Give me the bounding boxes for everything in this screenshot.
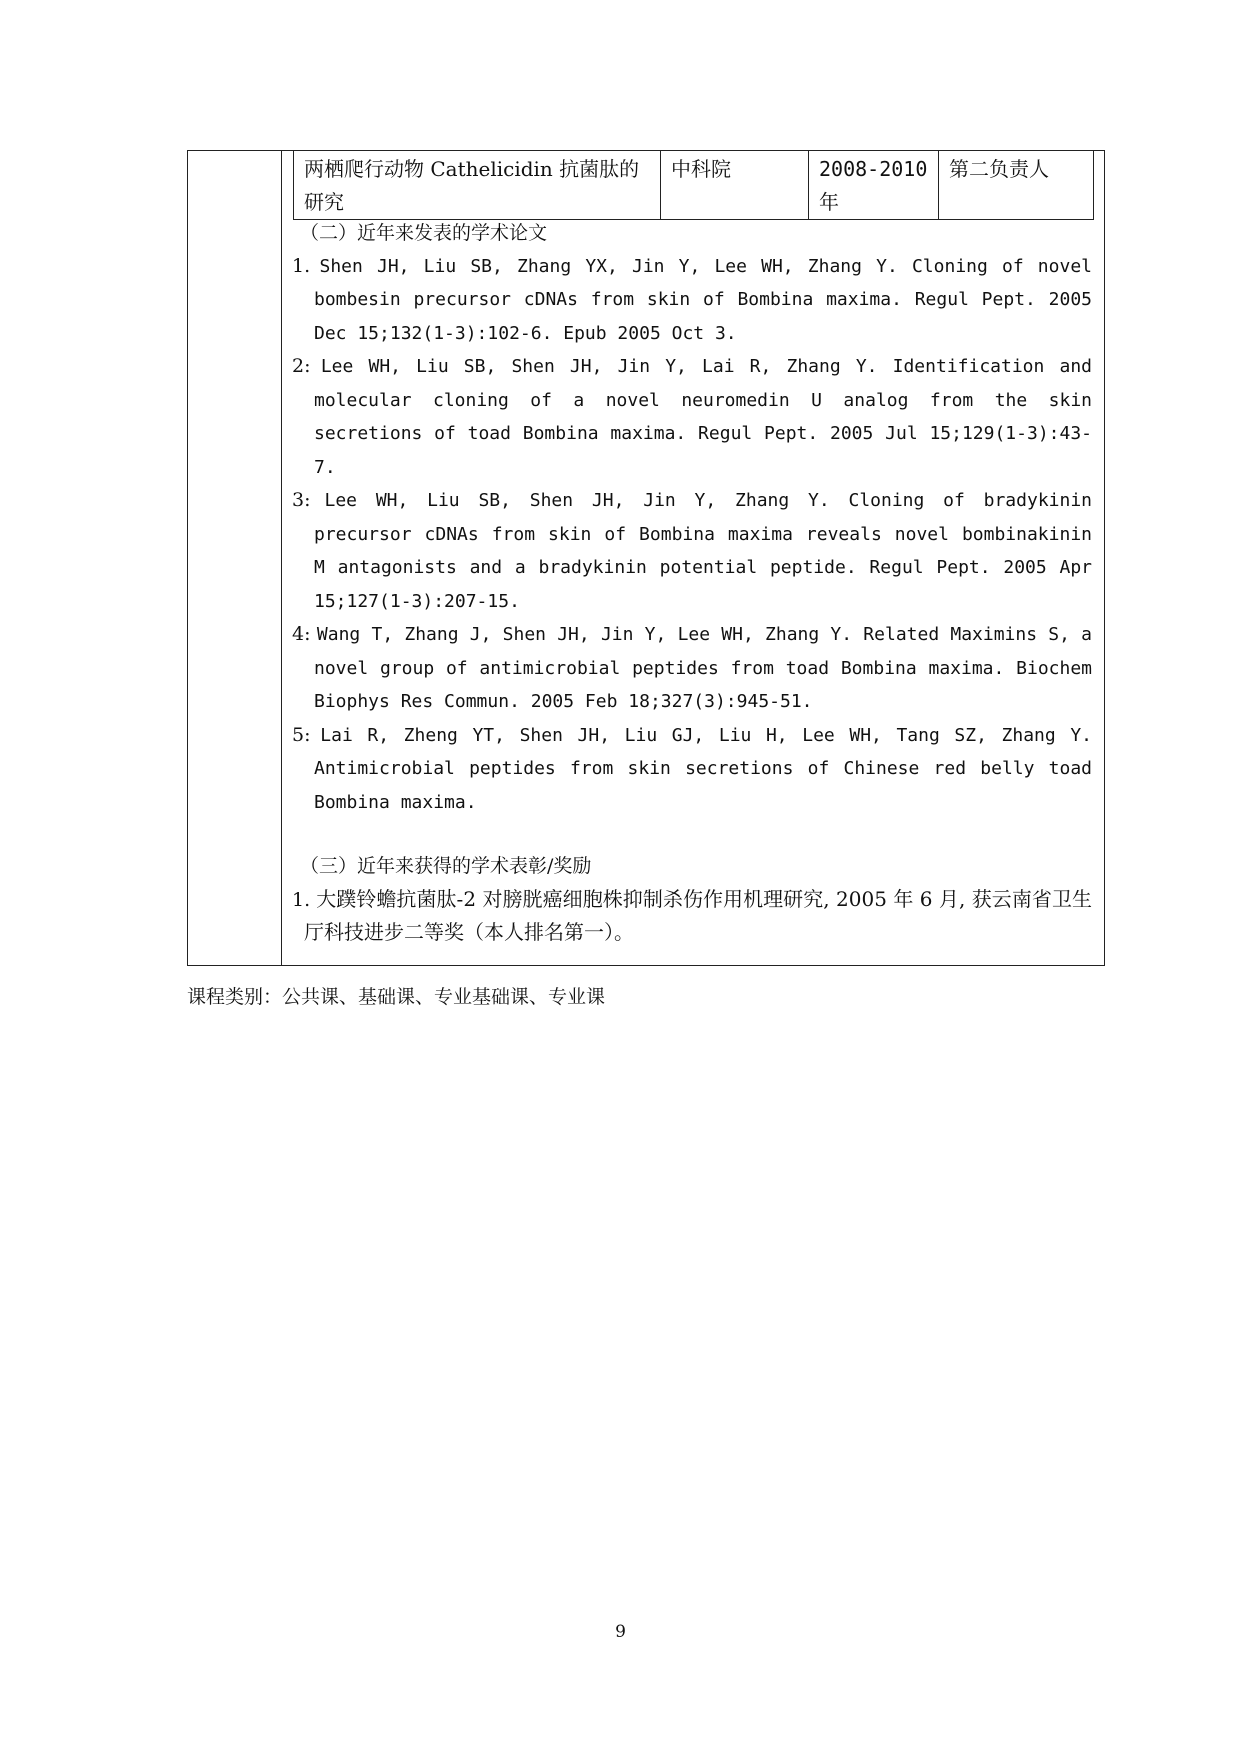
page-number: 9 <box>615 1622 626 1642</box>
list-item <box>292 618 1092 719</box>
list-item-text: Lee WH, Liu SB, Shen JH, Jin Y, Zhang Y. Cloning of bradykinin precursor cDNAs from skin of Bombina maxima reveals novel bombinakinin M antagonists and a bradykinin potential peptide. Regul Pept. 2005 Apr 15;127(1-3):207-15. <box>314 490 1092 612</box>
list-item-text: Wang T, Zhang J, Shen JH, Jin Y, Lee WH, Zhang Y. Related Maximins S, a novel group of antimicrobial peptides from toad Bombina maxima. Biochem Biophys Res Commun. 2005 Feb 18;327(3):945-51. <box>314 624 1093 712</box>
list-item-text: 大蹼铃蟾抗菌肽-2 对膀胱癌细胞株抑制杀伤作用机理研究, 2005 年 6 月, 获云南省卫生厅科技进步二等奖（本人排名第一）。 <box>304 886 1092 944</box>
project-source: 中科院 <box>661 151 809 220</box>
awards-heading: （三）近年来获得的学术表彰/奖励 <box>300 855 592 877</box>
list-item <box>292 883 1092 950</box>
project-name: 两栖爬行动物 Cathelicidin 抗菌肽的研究 <box>304 157 640 214</box>
project-table <box>293 151 1094 220</box>
project-role: 第二负责人 <box>939 151 1094 220</box>
list-item-number: 1. <box>292 254 320 277</box>
list-item-number: 3: <box>292 489 325 511</box>
list-item-text: Lee WH, Liu SB, Shen JH, Jin Y, Lai R, Zhang Y. Identification and molecular cloning of a novel neuromedin U analog from the skin secretions of toad Bombina maxima. Regul Pept. 2005 Jul 15;129(1-3):43-7. <box>314 356 1092 478</box>
list-item <box>292 250 1092 351</box>
papers-heading: （二）近年来发表的学术论文 <box>300 222 548 244</box>
list-item-text: Shen JH, Liu SB, Zhang YX, Jin Y, Lee WH, Zhang Y. Cloning of novel bombesin precursor cDNAs from skin of Bombina maxima. Regul Pept. 2005 Dec 15;132(1-3):102-6. Epub 2005 Oct 3. <box>314 255 1092 344</box>
table-row <box>294 151 1094 220</box>
project-period: 2008-2010年 <box>809 151 939 220</box>
content-area <box>292 217 1092 950</box>
list-item-number: 2: <box>292 355 321 377</box>
list-item <box>292 719 1092 820</box>
list-item <box>292 350 1092 484</box>
label-column <box>188 151 282 965</box>
list-item-number: 1. <box>292 888 317 911</box>
list-item-number: 5: <box>292 723 321 746</box>
info-table <box>187 150 1105 966</box>
spacer <box>292 819 1092 850</box>
course-category-note: 课程类别：公共课、基础课、专业基础课、专业课 <box>187 986 606 1008</box>
list-item <box>292 484 1092 618</box>
list-item-number: 4: <box>292 623 317 645</box>
list-item-text: Lai R, Zheng YT, Shen JH, Liu GJ, Liu H, Lee WH, Tang SZ, Zhang Y. Antimicrobial peptides from skin secretions of Chinese red belly toad Bombina maxima. <box>314 724 1092 813</box>
